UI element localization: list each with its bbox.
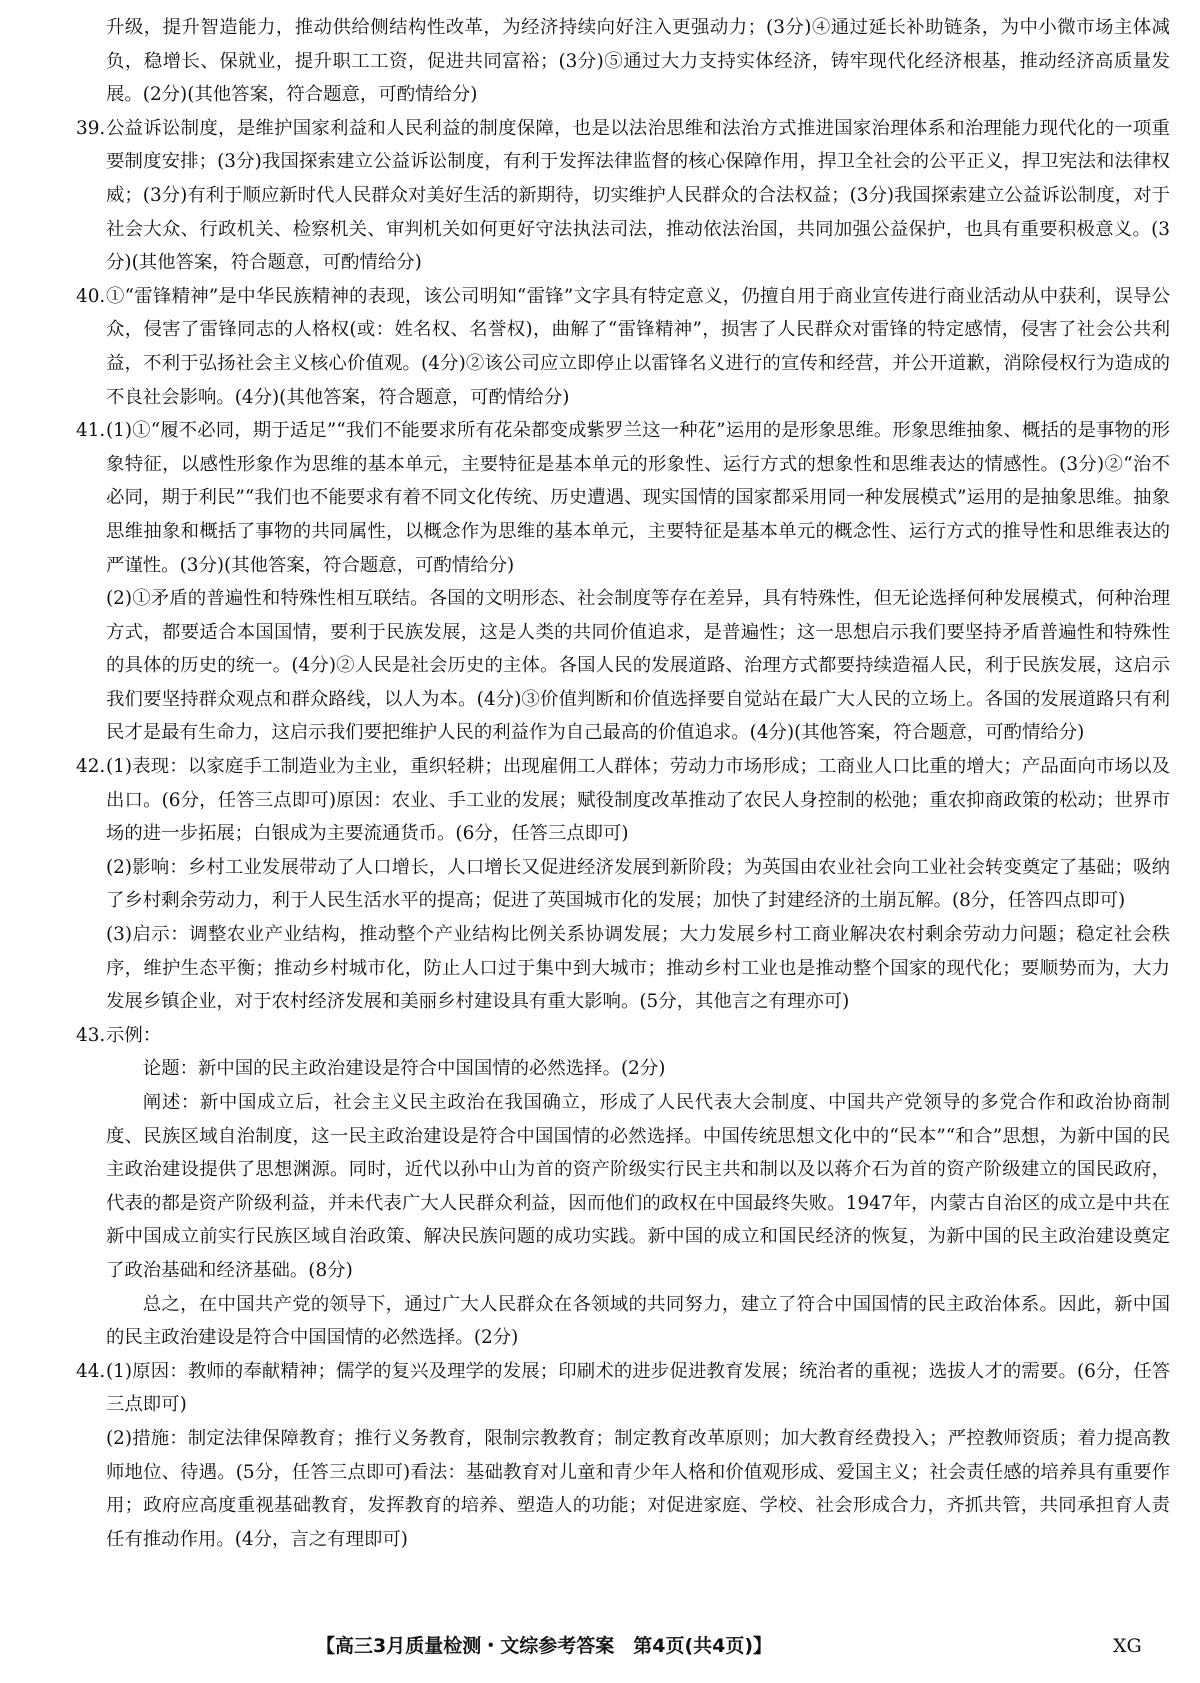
answer-text: 示例： xyxy=(106,1024,162,1046)
answer-item xyxy=(76,112,1170,280)
answer-text: (1)原因：教师的奉献精神；儒学的复兴及理学的发展；印刷术的进步促进教育发展；统治者的重视；选拔人才的需要。(6分，任答三点即可) xyxy=(106,1360,1170,1416)
answer-text: (1)表现：以家庭手工制造业为主业，重织轻耕；出现雇佣工人群体；劳动力市场形成；工商业人口比重的增大；产品面向市场以及出口。(6分，任答三点即可)原因：农业、手工业的发展；赋役制度改革推动了农民人身控制的松弛；重农抑商政策的松动；世界市场的进一步拓展；白银成为主要流通货币。(6分，任答三点即可) xyxy=(106,756,1170,845)
question-number: 41. xyxy=(76,420,106,442)
answer-item xyxy=(76,1019,1170,1053)
answer-item xyxy=(76,1355,1170,1422)
answer-text: 升级，提升智造能力，推动供给侧结构性改革，为经济持续向好注入更强动力；(3分)④通过延长补助链条，为中小微市场主体减负，稳增长、保就业，提升职工工资，促进共同富裕；(3分)⑤通过大力支持实体经济，铸牢现代化经济根基，推动经济高质量发展。(2分)(其他答案，符合题意，可酌情给分) xyxy=(106,17,1170,106)
answer-item xyxy=(76,750,1170,851)
answer-content xyxy=(76,11,1170,1556)
answer-item xyxy=(76,414,1170,582)
question-number: 40. xyxy=(76,285,106,307)
answer-text: (1)①“履不必同，期于适足”“我们不能要求所有花朵都变成紫罗兰这一种花”运用的是形象思维。形象思维抽象、概括的是事物的形象特征，以感性形象作为思维的基本单元，主要特征是基本单元的形象性、运行方式的想象性和思维表达的情感性。(3分)②“治不必同，期于利民”“我们也不能要求有着不同文化传统、历史遭遇、现实国情的国家都采用同一种发展模式”运用的是抽象思维。抽象思维抽象和概括了事物的共同属性，以概念作为思维的基本单元，主要特征是基本单元的概念性、运行方式的推导性和思维表达的严谨性。(3分)(其他答案，符合题意，可酌情给分) xyxy=(106,420,1170,576)
answer-text: (2)①矛盾的普遍性和特殊性相互联结。各国的文明形态、社会制度等存在差异，具有特殊性，但无论选择何种发展模式，何种治理方式，都要适合本国国情，要利于民族发展，这是人类的共同价值追求，是普遍性；这一思想启示我们要坚持矛盾普遍性和特殊性的具体的历史的统一。(4分)②人民是社会历史的主体。各国人民的发展道路、治理方式都要持续造福人民，利于民族发展，这启示我们要坚持群众观点和群众路线，以人为本。(4分)③价值判断和价值选择要自觉站在最广大人民的立场上。各国的发展道路只有利民才是最有生命力，这启示我们要把维护人民的利益作为自己最高的价值追求。(4分)(其他答案，符合题意，可酌情给分) xyxy=(106,588,1170,744)
question-number: 42. xyxy=(76,756,106,778)
question-number: 43. xyxy=(76,1024,106,1046)
answer-text: (2)影响：乡村工业发展带动了人口增长，人口增长又促进经济发展到新阶段；为英国由农业社会向工业社会转变奠定了基础；吸纳了乡村剩余劳动力，利于人民生活水平的提高；促进了英国城市化的发展；加快了封建经济的土崩瓦解。(8分，任答四点即可) xyxy=(106,856,1170,912)
answer-item xyxy=(76,280,1170,414)
answer-paragraph xyxy=(76,582,1170,750)
answer-text: (3)启示：调整农业产业结构，推动整个产业结构比例关系协调发展；大力发展乡村工商业解决农村剩余劳动力问题；稳定社会秩序，维护生态平衡；推动乡村城市化，防止人口过于集中到大城市；推动乡村工业也是推动整个国家的现代化；要顺势而为，大力发展乡镇企业，对于农村经济发展和美丽乡村建设具有重大影响。(5分，其他言之有理亦可) xyxy=(106,924,1170,1013)
answer-paragraph xyxy=(76,1052,1170,1086)
answer-paragraph xyxy=(76,1086,1170,1288)
answer-paragraph xyxy=(76,918,1170,1019)
answer-paragraph xyxy=(76,1288,1170,1355)
answer-paragraph xyxy=(76,11,1170,112)
answer-paragraph xyxy=(76,851,1170,918)
answer-text: ①“雷锋精神”是中华民族精神的表现，该公司明知“雷锋”文字具有特定意义，仍擅自用于商业宣传进行商业活动从中获利，误导公众，侵害了雷锋同志的人格权(或：姓名权、名誉权)，曲解了“雷锋精神”，损害了人民群众对雷锋的特定感情，侵害了社会公共利益，不利于弘扬社会主义核心价值观。(4分)②该公司应立即停止以雷锋名义进行的宣传和经营，并公开道歉，消除侵权行为造成的不良社会影响。(4分)(其他答案，符合题意，可酌情给分) xyxy=(106,285,1170,408)
answer-text: 论题：新中国的民主政治建设是符合中国国情的必然选择。(2分) xyxy=(142,1058,666,1080)
question-number: 44. xyxy=(76,1360,106,1382)
question-number: 39. xyxy=(76,117,106,139)
answer-text: (2)措施：制定法律保障教育；推行义务教育，限制宗教教育；制定教育改革原则；加大教育经费投入；严控教师资质；着力提高教师地位、待遇。(5分，任答三点即可)看法：基础教育对儿童和青少年人格和价值观形成、爱国主义；社会责任感的培养具有重要作用；政府应高度重视基础教育，发挥教育的培养、塑造人的功能；对促进家庭、学校、社会形成合力，齐抓共管，共同承担育人责任有推动作用。(4分，言之有理即可) xyxy=(106,1427,1170,1550)
answer-paragraph xyxy=(76,1422,1170,1556)
answer-text: 阐述：新中国成立后，社会主义民主政治在我国确立，形成了人民代表大会制度、中国共产党领导的多党合作和政治协商制度、民族区域自治制度，这一民主政治建设是符合中国国情的必然选择。中国传统思想文化中的“民本”“和合”思想，为新中国的民主政治建设提供了思想渊源。同时，近代以孙中山为首的资产阶级实行民主共和制以及以蒋介石为首的资产阶级建立的国民政府，代表的都是资产阶级利益，并未代表广大人民群众利益，因而他们的政权在中国最终失败。1947年，内蒙古自治区的成立是中共在新中国成立前实行民族区域自治政策、解决民族问题的成功实践。新中国的成立和国民经济的恢复，为新中国的民主政治建设奠定了政治基础和经济基础。(8分) xyxy=(106,1092,1170,1281)
footer-code: XG xyxy=(1113,1635,1142,1657)
answer-text: 公益诉讼制度，是维护国家利益和人民利益的制度保障，也是以法治思维和法治方式推进国家治理体系和治理能力现代化的一项重要制度安排；(3分)我国探索建立公益诉讼制度，有利于发挥法律监督的核心保障作用，捍卫全社会的公平正义，捍卫宪法和法律权威；(3分)有利于顺应新时代人民群众对美好生活的新期待，切实维护人民群众的合法权益；(3分)我国探索建立公益诉讼制度，对于社会大众、行政机关、检察机关、审判机关如何更好守法执法司法，推动依法治国，共同加强公益保护，也具有重要积极意义。(3分)(其他答案，符合题意，可酌情给分) xyxy=(106,117,1170,274)
page-footer xyxy=(0,1624,1200,1664)
footer-title: 【高三3月质量检测・文综参考答案 第4页(共4页)】 xyxy=(316,1635,773,1657)
answer-text: 总之，在中国共产党的领导下，通过广大人民群众在各领域的共同努力，建立了符合中国国情的民主政治体系。因此，新中国的民主政治建设是符合中国国情的必然选择。(2分) xyxy=(106,1293,1170,1349)
